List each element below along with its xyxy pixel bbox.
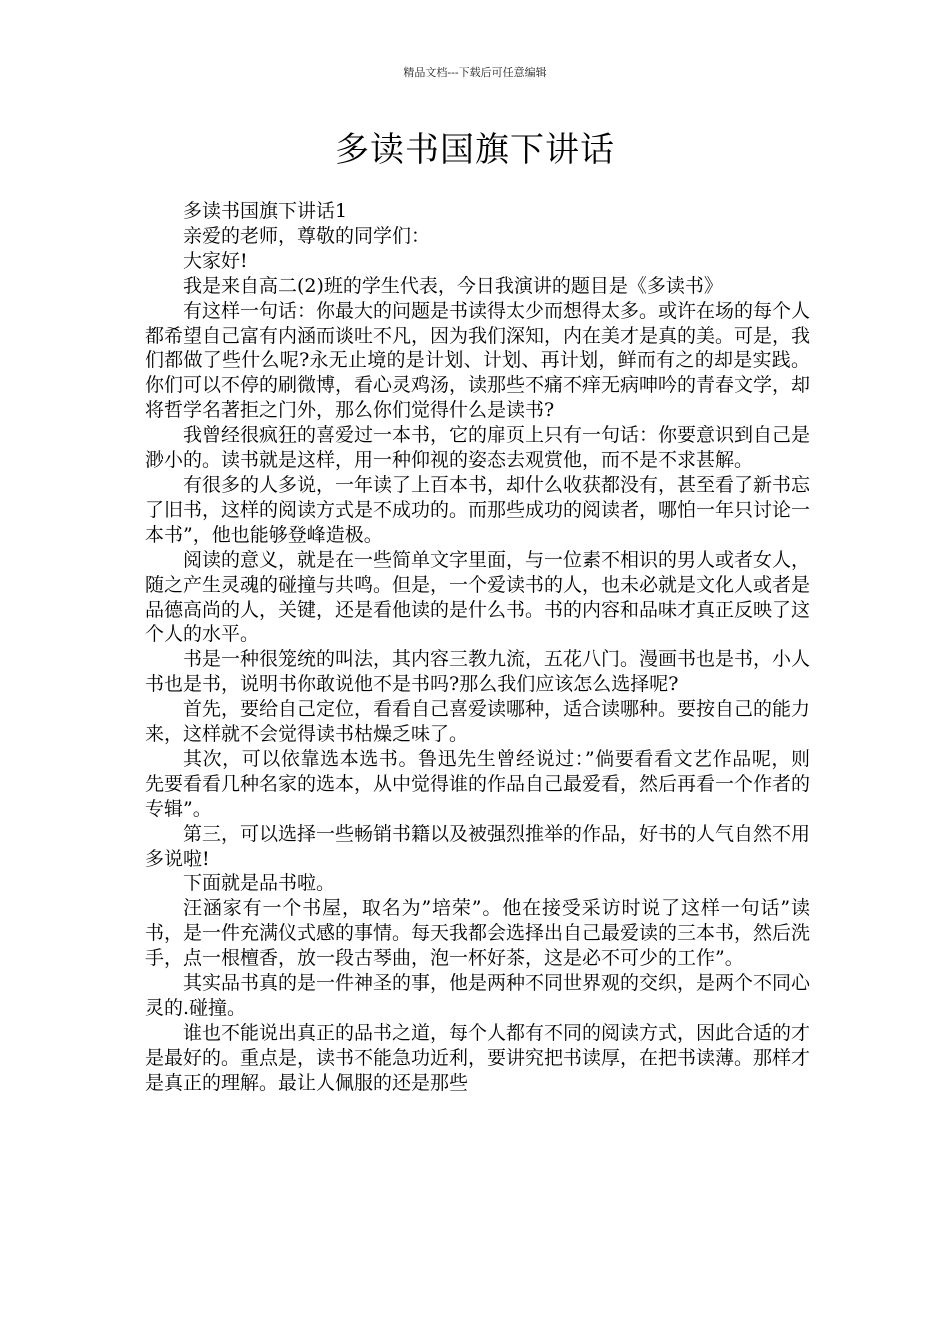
paragraph: 我曾经很疯狂的喜爱过一本书，它的扉页上只有一句话：你要意识到自己是渺小的。读书就是这样，用一种仰视的姿态去观赏他，而不是不求甚解。 — [145, 424, 811, 472]
paragraph: 亲爱的老师，尊敬的同学们： — [183, 224, 431, 247]
paragraph: 多读书国旗下讲话1 — [183, 200, 348, 222]
paragraph: 我是来自高二(2)班的学生代表，今日我演讲的题目是《多读书》 — [183, 274, 723, 297]
paragraph: 谁也不能说出真正的品书之道，每个人都有不同的阅读方式，因此合适的才是最好的。重点是，读书不能急功近利，要讲究把书读厚，在把书读薄。那样才是真正的理解。最让人佩服的还是那些 — [145, 1021, 811, 1094]
paragraph: 其实品书真的是一件神圣的事，他是两种不同世界观的交织，是两个不同心灵的.碰撞。 — [145, 972, 811, 1019]
paragraph: 大家好! — [183, 249, 248, 272]
paragraph: 书是一种很笼统的叫法，其内容三教九流，五花八门。漫画书也是书，小人书也是书，说明书你敢说他不是书吗?那么我们应该怎么选择呢? — [145, 648, 811, 696]
paragraph: 有这样一句话：你最大的问题是书读得太少而想得太多。或许在场的每个人都希望自己富有内涵而谈吐不凡，因为我们深知，内在美才是真的美。可是，我们都做了些什么呢?永无止境的是计划、计划、再计划，鲜而有之的却是实践。你们可以不停的刷微博，看心灵鸡汤，读那些不痛不痒无病呻吟的青春文学，却将哲学名著拒之门外，那么你们觉得什么是读书? — [145, 299, 811, 422]
header-note: 精品文档---下载后可任意编辑 — [403, 66, 547, 79]
paragraph: 首先，要给自己定位，看看自己喜爱读哪种，适合读哪种。要按自己的能力来，这样就不会觉得读书枯燥乏味了。 — [145, 698, 811, 746]
paragraph: 下面就是品书啦。 — [183, 872, 336, 895]
paragraph: 第三，可以选择一些畅销书籍以及被强烈推举的作品，好书的人气自然不用多说啦! — [145, 822, 811, 870]
paragraph: 阅读的意义，就是在一些简单文字里面，与一位素不相识的男人或者女人，随之产生灵魂的碰撞与共鸣。但是，一个爱读书的人，也未必就是文化人或者是品德高尚的人，关键，还是看他读的是什么书。书的内容和品味才真正反映了这个人的水平。 — [145, 548, 811, 646]
paragraph: 其次，可以依靠选本选书。鲁迅先生曾经说过：”倘要看看文艺作品呢，则先要看看几种名家的选本，从中觉得谁的作品自己最爱看，然后再看一个作者的专辑”。 — [145, 747, 811, 820]
paragraph: 汪涵家有一个书屋，取名为”培荣”。他在接受采访时说了这样一句话”读书，是一件充满仪式感的事情。每天我都会选择出自己最爱读的三本书，然后洗手，点一根檀香，放一段古琴曲，泡一杯好茶，这是必不可少的工作”。 — [145, 897, 811, 970]
document-title: 多读书国旗下讲话 — [335, 130, 615, 170]
document-body — [145, 199, 810, 1096]
paragraph: 有很多的人多说，一年读了上百本书，却什么收获都没有，甚至看了新书忘了旧书，这样的阅读方式是不成功的。而那些成功的阅读者，哪怕一年只讨论一本书”，他也能够登峰造极。 — [145, 473, 811, 546]
